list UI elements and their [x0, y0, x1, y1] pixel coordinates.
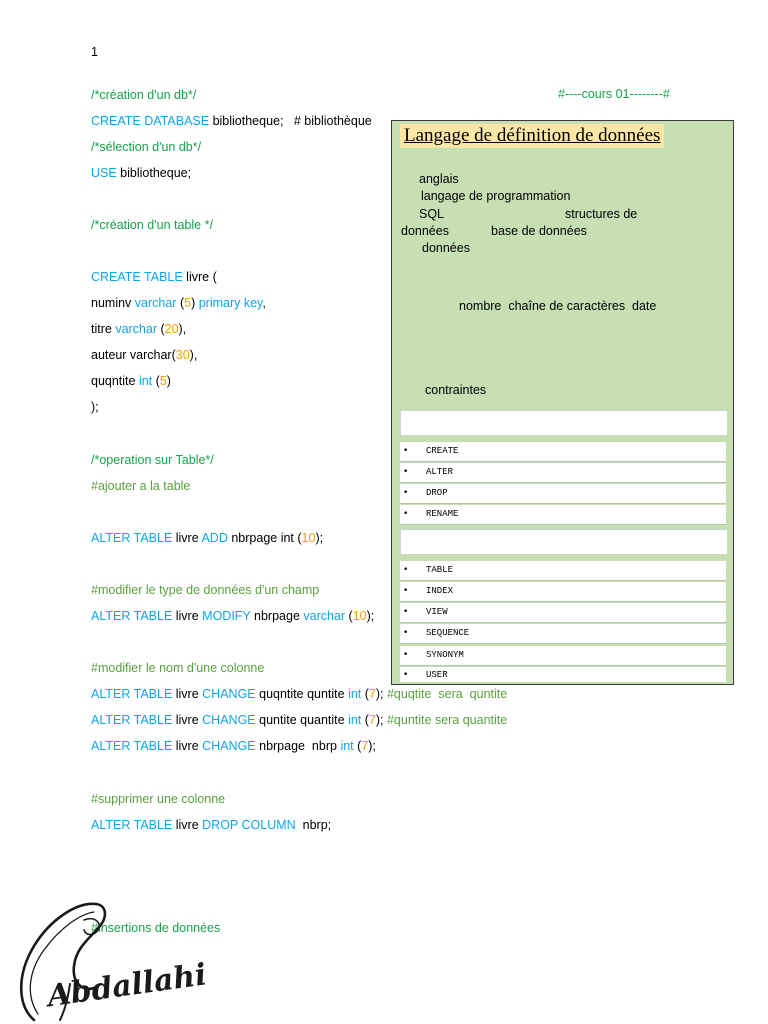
- code-alter-modify: ALTER TABLE livre MODIFY nbrpage varchar (10);: [91, 609, 375, 623]
- code-numinv: numinv varchar (5) primary key,: [91, 296, 266, 310]
- word-base: base de données: [491, 224, 587, 238]
- code-alter-change-2: ALTER TABLE livre CHANGE quntite quantite int (7); #quntite sera quantite: [91, 713, 508, 727]
- code-create-database: CREATE DATABASE bibliotheque; # bibliothèque: [91, 114, 372, 128]
- signature-text: Abdallahi: [45, 957, 209, 1015]
- object-sequence: SEQUENCE: [426, 628, 470, 638]
- comment-insertions: #insertions de données: [91, 921, 221, 935]
- bullet-icon: •: [403, 446, 409, 456]
- code-quqntite: quqntite int (5): [91, 374, 171, 388]
- object-index: INDEX: [426, 586, 454, 596]
- word-sql: SQL: [419, 207, 445, 221]
- word-contraintes: contraintes: [425, 383, 487, 397]
- command-alter: ALTER: [426, 467, 454, 477]
- object-synonym: SYNONYM: [426, 650, 464, 660]
- ddl-commands-panel: [391, 399, 734, 685]
- bullet-icon: •: [403, 650, 409, 660]
- word-donnees-1: données: [401, 224, 449, 238]
- object-view: VIEW: [426, 607, 448, 617]
- bullet-icon: •: [403, 467, 409, 477]
- comment-ajouter: #ajouter a la table: [91, 479, 191, 493]
- bullet-icon: •: [403, 586, 409, 596]
- blank-box-top: [400, 410, 728, 436]
- code-alter-change-3: ALTER TABLE livre CHANGE nbrpage nbrp int (7);: [91, 739, 376, 753]
- page-number: 1: [91, 45, 98, 59]
- command-row: [400, 463, 726, 483]
- bullet-icon: •: [403, 607, 409, 617]
- word-anglais: anglais: [419, 172, 459, 186]
- code-close-paren: );: [91, 400, 99, 414]
- bullet-icon: •: [403, 488, 409, 498]
- command-row: [400, 505, 726, 525]
- bullet-icon: •: [403, 628, 409, 638]
- comment-modifier-nom: #modifier le nom d'une colonne: [91, 661, 265, 675]
- command-drop: DROP: [426, 488, 448, 498]
- bullet-icon: •: [403, 565, 409, 575]
- code-create-table: CREATE TABLE livre (: [91, 270, 217, 284]
- ddl-summary-panel: [391, 120, 734, 400]
- comment-select-db: /*sélection d'un db*/: [91, 140, 202, 154]
- signature-logo: [14, 896, 209, 1024]
- blank-box-middle: [400, 529, 728, 555]
- bullet-icon: •: [403, 670, 409, 680]
- object-table: TABLE: [426, 565, 454, 575]
- code-auteur: auteur varchar(30),: [91, 348, 198, 362]
- comment-operation-table: /*operation sur Table*/: [91, 453, 214, 467]
- object-row: [400, 603, 726, 623]
- command-row: [400, 442, 726, 462]
- object-row: [400, 561, 726, 581]
- code-use: USE bibliotheque;: [91, 166, 192, 180]
- cours-label: #----cours 01--------#: [558, 87, 670, 101]
- object-user: USER: [426, 670, 448, 680]
- command-create: CREATE: [426, 446, 459, 456]
- command-row: [400, 484, 726, 504]
- comment-modifier-type: #modifier le type de données d'un champ: [91, 583, 320, 597]
- bullet-icon: •: [403, 509, 409, 519]
- word-types: nombre chaîne de caractères date: [459, 299, 657, 313]
- word-donnees-2: données: [422, 241, 470, 255]
- object-row: [400, 646, 726, 666]
- code-alter-change-1: ALTER TABLE livre CHANGE quqntite quntite int (7); #quqtite sera quntite: [91, 687, 508, 701]
- comment-create-db: /*création d'un db*/: [91, 88, 197, 102]
- word-langage: langage de programmation: [421, 189, 571, 203]
- word-structures: structures de: [565, 207, 638, 221]
- comment-create-table: /*création d'un table */: [91, 218, 213, 232]
- panel-title: Langage de définition de données: [400, 124, 664, 148]
- object-row: [400, 582, 726, 602]
- code-drop-column: ALTER TABLE livre DROP COLUMN nbrp;: [91, 818, 332, 832]
- object-row: [400, 667, 726, 682]
- comment-supprimer: #supprimer une colonne: [91, 792, 226, 806]
- command-rename: RENAME: [426, 509, 459, 519]
- code-titre: titre varchar (20),: [91, 322, 187, 336]
- code-alter-add: ALTER TABLE livre ADD nbrpage int (10);: [91, 531, 324, 545]
- object-row: [400, 624, 726, 644]
